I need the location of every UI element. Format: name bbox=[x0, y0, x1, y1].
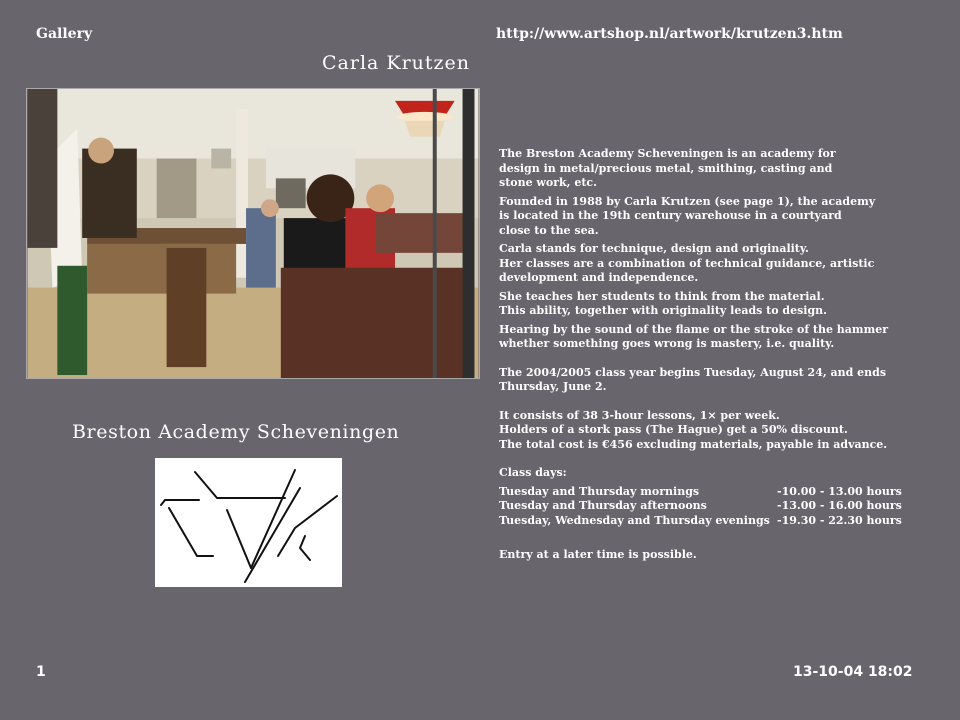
class-day-name: Tuesday and Thursday mornings bbox=[499, 484, 700, 498]
class-days-title: Class days: bbox=[499, 466, 567, 479]
text-line: The total cost is €456 excluding materials, payable in advance. bbox=[499, 437, 888, 451]
text-line: The 2004/2005 class year begins Tuesday, August 24, and ends bbox=[499, 365, 887, 379]
paragraph-class-year bbox=[499, 366, 939, 395]
academy-name: Breston Academy Scheveningen bbox=[72, 421, 400, 443]
text-line: is located in the 19th century warehouse in a courtyard bbox=[499, 209, 842, 222]
text-line: Her classes are a combination of technical guidance, artistic bbox=[499, 256, 875, 270]
text-line: Thursday, June 2. bbox=[499, 380, 607, 393]
text-line: stone work, etc. bbox=[499, 176, 597, 189]
text-line: design in metal/precious metal, smithing, casting and bbox=[499, 161, 833, 175]
class-day-time: -19.30 - 22.30 hours bbox=[777, 513, 902, 527]
paragraph-philosophy bbox=[499, 242, 939, 286]
text-line: The Breston Academy Scheveningen is an academy for bbox=[499, 147, 836, 160]
page-number: 1 bbox=[36, 664, 46, 680]
class-days-list bbox=[499, 485, 939, 529]
class-day-name: Tuesday, Wednesday and Thursday evenings bbox=[499, 513, 770, 527]
paragraph-mastery bbox=[499, 323, 939, 352]
date-timestamp: 13-10-04 18:02 bbox=[793, 664, 913, 680]
class-day-time: -10.00 - 13.00 hours bbox=[777, 484, 902, 498]
paragraph-lessons bbox=[499, 409, 939, 453]
page-url[interactable]: http://www.artshop.nl/artwork/krutzen3.htm bbox=[496, 26, 843, 42]
text-line: close to the sea. bbox=[499, 223, 599, 237]
entry-note: Entry at a later time is possible. bbox=[499, 548, 697, 561]
academy-description bbox=[499, 147, 939, 567]
paragraph-founded bbox=[499, 195, 939, 239]
class-day-name: Tuesday and Thursday afternoons bbox=[499, 499, 707, 512]
text-line: Holders of a stork pass (The Hague) get a 50% discount. bbox=[499, 423, 848, 436]
artist-name: Carla Krutzen bbox=[322, 52, 471, 74]
class-day-row bbox=[499, 514, 939, 529]
gallery-label: Gallery bbox=[36, 26, 93, 42]
class-day-time: -13.00 - 16.00 hours bbox=[777, 499, 902, 512]
text-line: Carla stands for technique, design and originality. bbox=[499, 242, 809, 255]
text-line: Hearing by the sound of the flame or the stroke of the hammer bbox=[499, 322, 889, 336]
academy-logo-image bbox=[155, 458, 342, 587]
text-line: This ability, together with originality leads to design. bbox=[499, 304, 827, 317]
text-line: development and independence. bbox=[499, 271, 699, 284]
text-line: Founded in 1988 by Carla Krutzen (see page 1), the academy bbox=[499, 194, 876, 208]
text-line: It consists of 38 3-hour lessons, 1× per week. bbox=[499, 408, 780, 422]
paragraph-intro bbox=[499, 147, 939, 191]
class-day-row bbox=[499, 499, 939, 514]
text-line: whether something goes wrong is mastery, i.e. quality. bbox=[499, 337, 835, 350]
text-line: She teaches her students to think from the material. bbox=[499, 289, 825, 303]
class-day-row bbox=[499, 485, 939, 500]
paragraph-teaching bbox=[499, 290, 939, 319]
workshop-photo bbox=[26, 88, 480, 379]
